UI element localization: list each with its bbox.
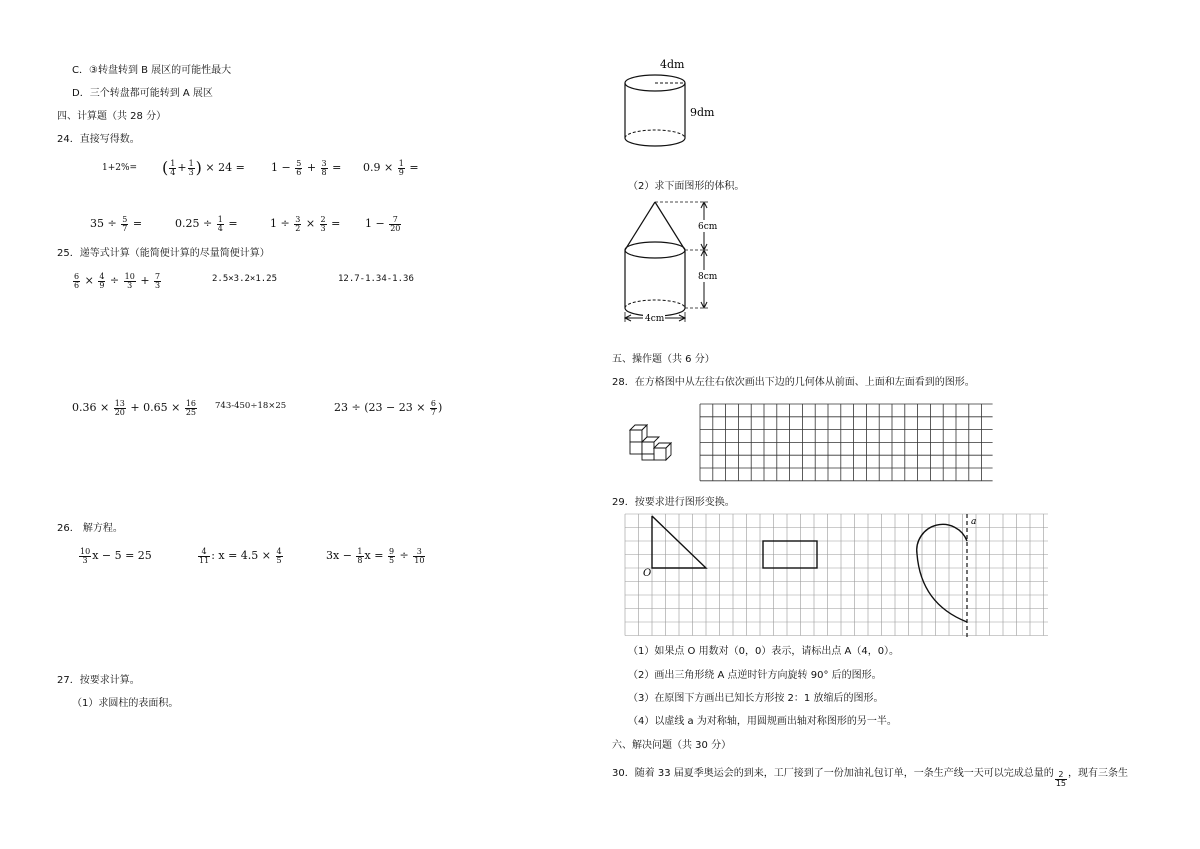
q24-item-e: 35 ÷ $\frac{5}{7}$ = (90, 214, 143, 233)
cone-cylinder-figure (618, 196, 738, 326)
question-28: 28．在方格图中从左往右依次画出下边的几何体从前面、上面和左面看到的图形。 (612, 377, 975, 388)
fraction: $\frac{13}{20}$ (114, 398, 125, 417)
question-27-part-1: （1）求圆柱的表面积。 (72, 698, 179, 709)
fraction: $\frac{3}{8}$ (321, 158, 327, 177)
question-27: 27．按要求计算。 (57, 675, 140, 686)
question-29: 29．按要求进行图形变换。 (612, 497, 735, 508)
q29-item-4: （4）以虚线 a 为对称轴，用圆规画出轴对称图形的另一半。 (628, 716, 897, 727)
fraction: $\frac{7}{3}$ (155, 271, 161, 290)
question-30: 30．随着 33 届夏季奥运会的到来，工厂接到了一份加油礼包订单，一条生产线一天可以完成总量的 $\frac{2}{15}$ ，现有三条生 (612, 768, 1128, 788)
cube-solid-figure (626, 420, 676, 464)
fraction: $\frac{2}{15}$ (1055, 770, 1066, 788)
fraction: $\frac{6}{7}$ (430, 398, 437, 417)
cylinder-height-label: 9dm (690, 106, 715, 119)
section-4-title: 四、计算题（共 28 分） (57, 111, 167, 122)
option-d: D．三个转盘都可能转到 A 展区 (72, 88, 213, 99)
cylinder-top-label: 4dm (660, 58, 685, 71)
fraction: $\frac{9}{5}$ (388, 546, 395, 565)
section-6-title: 六、解决问题（共 30 分） (612, 740, 732, 751)
fraction: $\frac{3}{10}$ (414, 546, 425, 565)
fraction: $\frac{4}{9}$ (99, 271, 105, 290)
cylinder-height-label: 8cm (698, 272, 718, 282)
fraction: $\frac{3}{2}$ (295, 214, 301, 233)
q25-item-d: 0.36 × $\frac{13}{20}$ + 0.65 × $\frac{16}{25}$ (72, 398, 197, 417)
fraction: $\frac{1}{4}$ (217, 214, 223, 233)
q29-item-2: （2）画出三角形绕 A 点逆时针方向旋转 90° 后的图形。 (628, 670, 882, 681)
q25-item-b: 2.5×3.2×1.25 (212, 274, 278, 284)
q25-item-e: 743-450÷18×25 (215, 401, 287, 411)
diameter-label: 4cm (645, 314, 665, 324)
question-24: 24．直接写得数。 (57, 134, 140, 145)
q24-item-f: 0.25 ÷ $\frac{1}{4}$ = (175, 214, 238, 233)
axis-label: a (971, 517, 977, 527)
q25-item-a: $\frac{6}{6}$ × $\frac{4}{9}$ ÷ $\frac{10}{3}$ + $\frac{7}{3}$ (74, 271, 161, 290)
q24-item-a: 1+2%= (102, 163, 138, 173)
half-shape (917, 524, 967, 622)
fraction: $\frac{16}{25}$ (185, 398, 197, 417)
q26-item-c: 3x − $\frac{1}{8}$ x = $\frac{9}{5}$ ÷ $\frac{3}{10}$ (326, 546, 425, 565)
q29-item-1: （1）如果点 O 用数对（0，0）表示，请标出点 A（4，0）。 (628, 646, 900, 657)
fraction: $\frac{1}{8}$ (357, 546, 363, 565)
fraction: $\frac{7}{20}$ (390, 214, 401, 233)
q25-item-f: 23 ÷ (23 − 23 × $\frac{6}{7}$ ) (334, 398, 443, 417)
q24-item-h: 1 − $\frac{7}{20}$ (365, 214, 401, 233)
q24-item-c: 1 − $\frac{5}{6}$ + $\frac{3}{8}$ = (271, 158, 342, 177)
fraction: $\frac{5}{6}$ (296, 158, 302, 177)
option-c: C．③转盘转到 B 展区的可能性最大 (72, 65, 232, 76)
origin-label: O (643, 568, 652, 579)
grid-29 (625, 514, 1051, 637)
grid-28 (700, 404, 993, 481)
fraction: $\frac{4}{11}$ (199, 546, 210, 565)
fraction: $\frac{1}{9}$ (398, 158, 404, 177)
fraction: $\frac{2}{3}$ (320, 214, 326, 233)
fraction: $\frac{6}{6}$ (74, 271, 80, 290)
q26-item-b: $\frac{4}{11}$ : x = 4.5 × $\frac{4}{5}$ (199, 546, 282, 565)
q29-item-3: （3）在原图下方画出已知长方形按 2：1 放缩后的图形。 (628, 693, 884, 704)
cone-height-label: 6cm (698, 222, 718, 232)
cylinder-figure (618, 54, 728, 154)
section-5-title: 五、操作题（共 6 分） (612, 354, 715, 365)
question-25: 25．递等式计算（能简便计算的尽量简便计算） (57, 248, 270, 259)
q25-item-c: 12.7-1.34-1.36 (338, 274, 414, 284)
q26-item-a: $\frac{10}{3}$ x − 5 = 25 (80, 546, 152, 565)
q24-item-d: 0.9 × $\frac{1}{9}$ = (363, 158, 419, 177)
q24-item-b: ( $\frac{1}{4}$ + $\frac{1}{3}$ ) × 24 = (162, 158, 245, 177)
q24-item-g: 1 ÷ $\frac{3}{2}$ × $\frac{2}{3}$ = (270, 214, 341, 233)
question-26: 26． 解方程。 (57, 523, 123, 534)
fraction: $\frac{5}{7}$ (122, 214, 128, 233)
fraction: $\frac{10}{3}$ (80, 546, 91, 565)
fraction: $\frac{1}{3}$ (188, 158, 194, 177)
fraction: $\frac{1}{4}$ (170, 158, 176, 177)
question-27-part-2: （2）求下面图形的体积。 (628, 181, 745, 192)
fraction: $\frac{10}{3}$ (124, 271, 135, 290)
fraction: $\frac{4}{5}$ (276, 546, 282, 565)
